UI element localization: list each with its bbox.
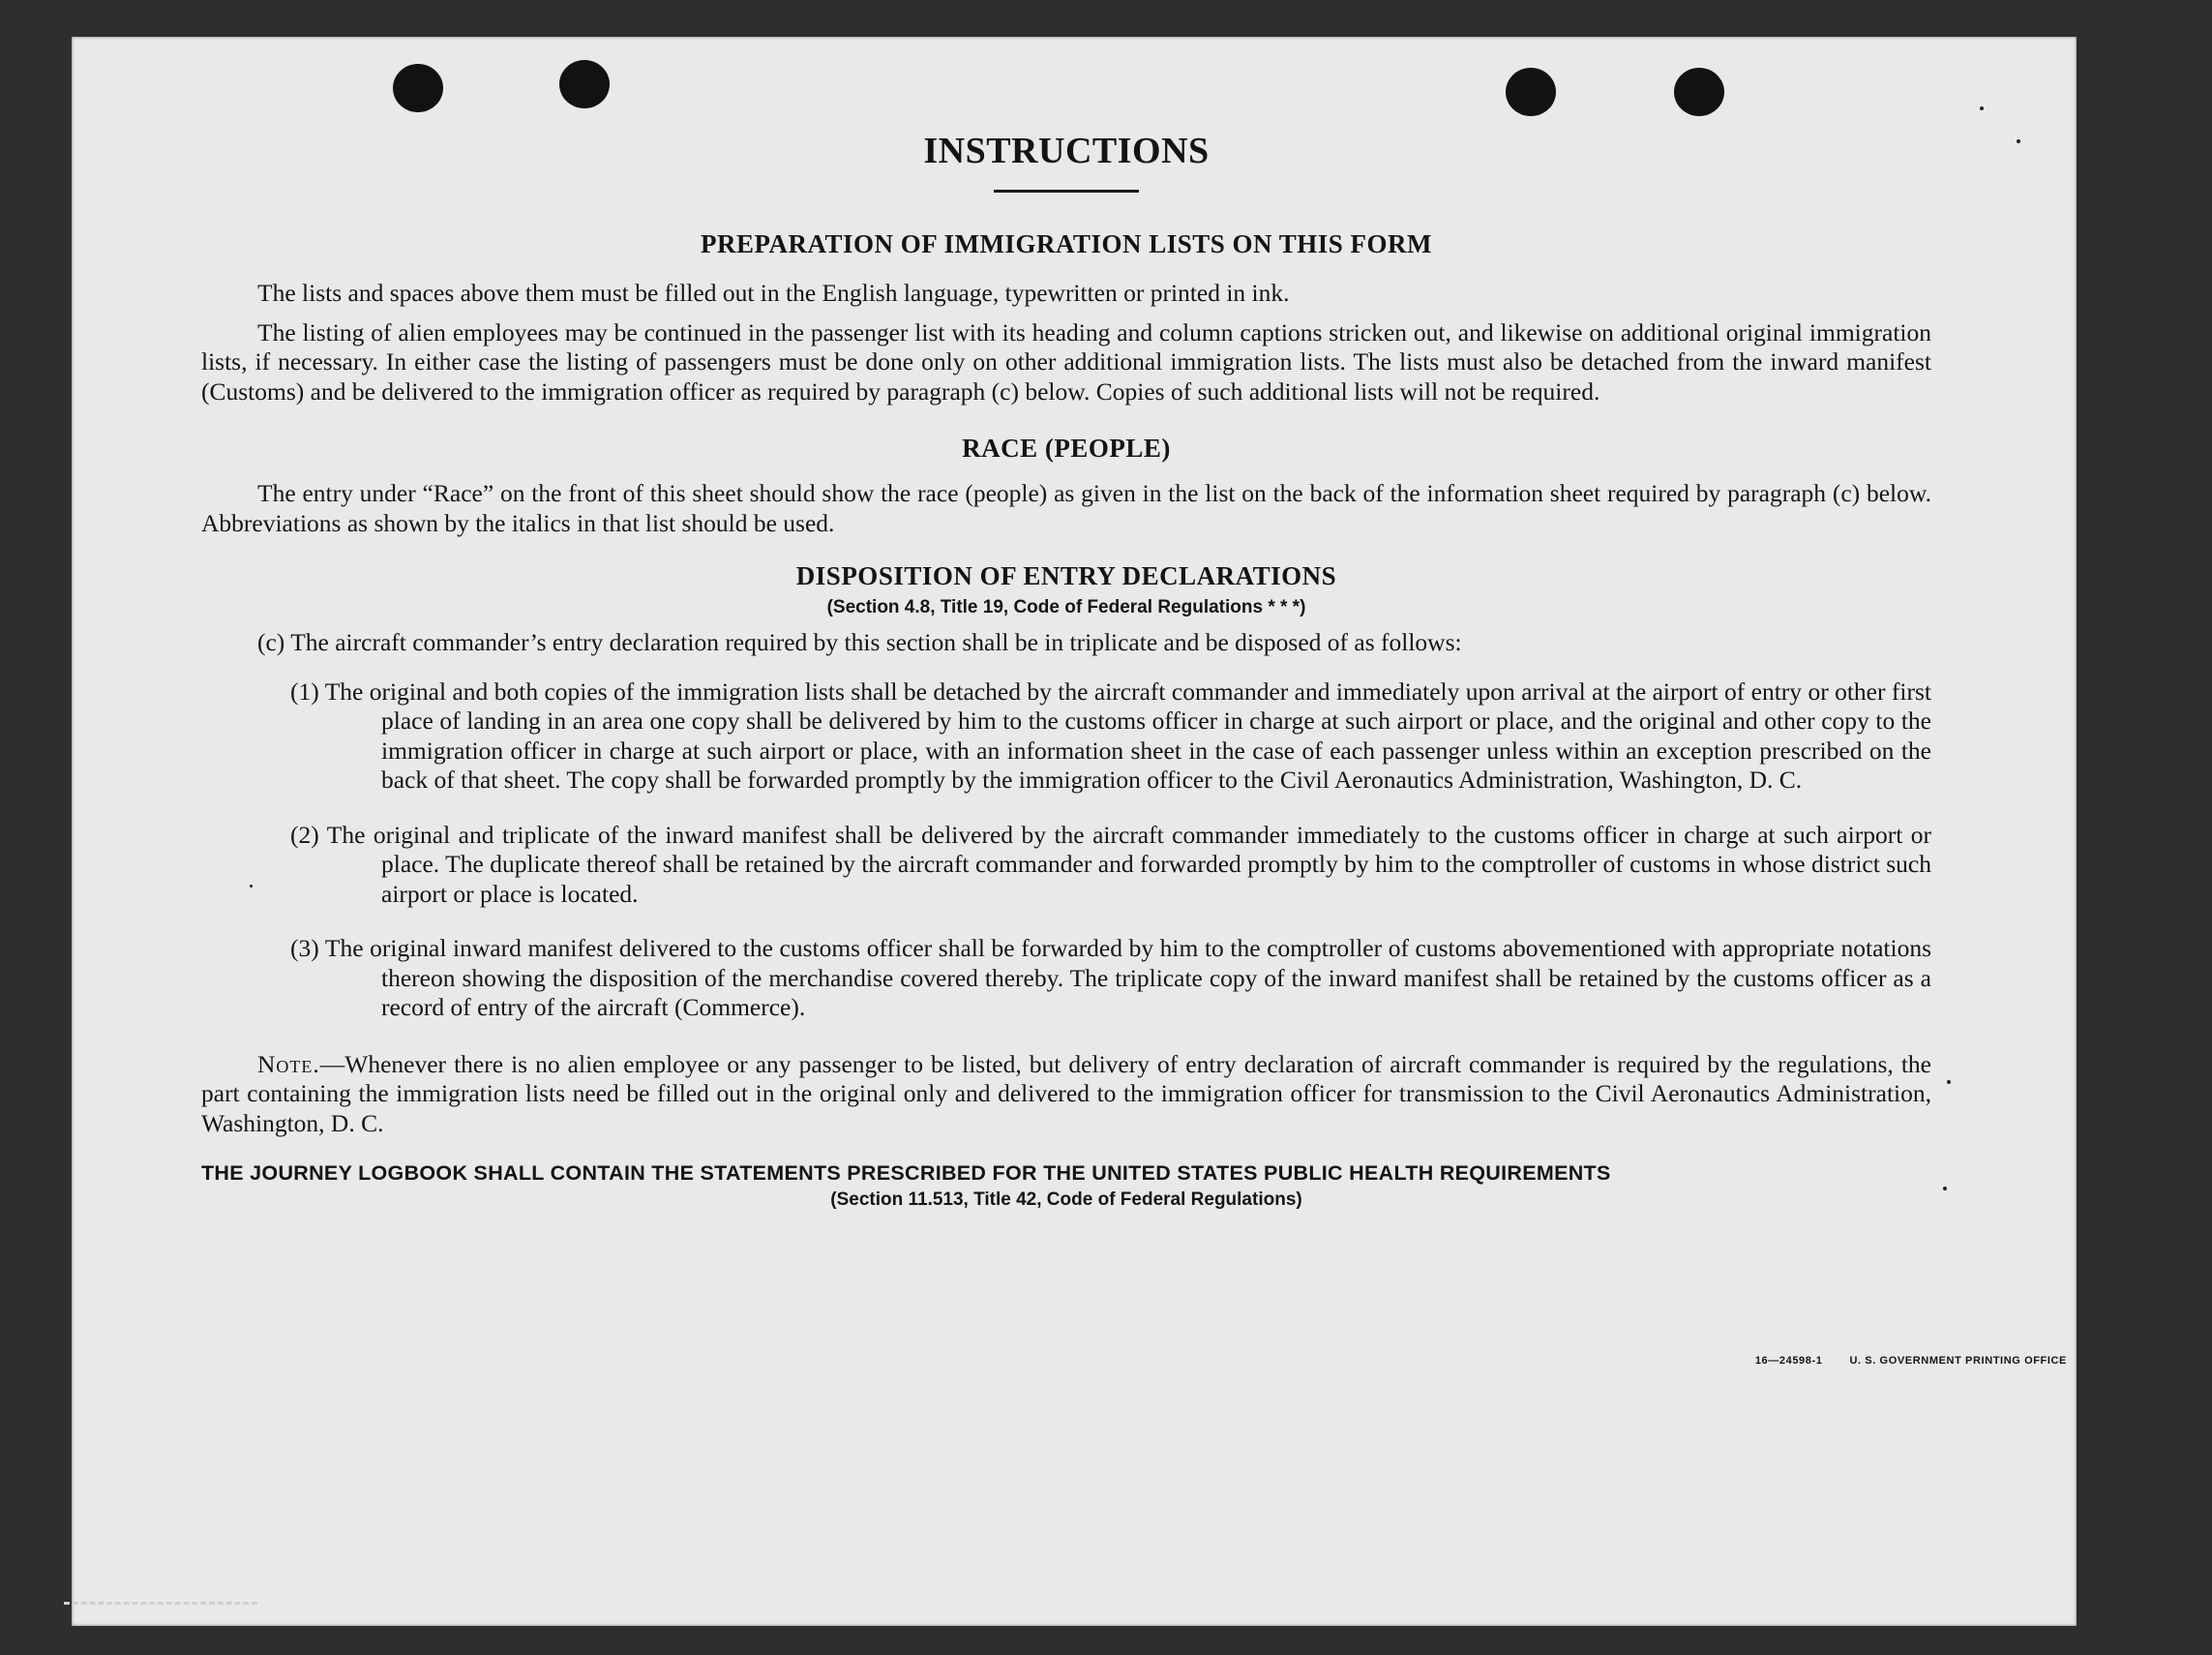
speck — [2017, 139, 2020, 143]
paragraph: The entry under “Race” on the front of this sheet should show the race (people) as given in the list on the back of the information sheet required by paragraph (c) below. Abbreviations as shown by the italics in that list should be used. — [201, 479, 1931, 537]
title-rule — [994, 190, 1139, 193]
form-number: 16—24598-1 — [1754, 1355, 1823, 1367]
printer-imprint — [1755, 1355, 2067, 1367]
list-item: (3) The original inward manifest delivered to the customs officer shall be forwarded by him to the comptroller of customs abovementioned with appropriate notations thereon showing the disposition of the merchandise covered thereby. The triplicate copy of the inward manifest shall be retained by the customs officer as a record of entry of the aircraft (Commerce). — [290, 934, 1931, 1021]
instructions-content — [201, 85, 1931, 1211]
scan-edge — [64, 1602, 257, 1612]
note-label: Note. — [257, 1049, 320, 1078]
speck — [1943, 1187, 1947, 1190]
note-text: —Whenever there is no alien employee or any passenger to be listed, but delivery of entry declaration of aircraft commander is required by the regulations, the part containing the immigration lists need be filled out in the original only and delivered to the immigration officer for transmission to the Civil Aeronautics Administration, Washington, D. C. — [201, 1049, 1931, 1137]
logbook-citation: (Section 11.513, Title 42, Code of Federal Regulations) — [830, 1189, 1302, 1210]
section-preparation — [201, 229, 1931, 406]
logbook-statement: THE JOURNEY LOGBOOK SHALL CONTAIN THE STATEMENTS PRESCRIBED FOR THE UNITED STATES PUBLIC HEALTH REQUIREMENTS — [201, 1161, 1611, 1185]
section-heading: RACE (PEOPLE) — [962, 434, 1171, 463]
list-item: (1) The original and both copies of the immigration lists shall be detached by the aircraft commander and immediately upon arrival at the airport of entry or other first place of landing in an area one copy shall be delivered by him to the customs officer in charge at such airport or place, and the original and other copy to the immigration officer in charge at such airport or place, with an information sheet in the case of each passenger unless within an exception prescribed on the back of that sheet. The copy shall be forwarded promptly by the immigration officer to the Civil Aeronautics Administration, Washington, D. C. — [290, 677, 1931, 794]
section-citation: (Section 4.8, Title 19, Code of Federal Regulations * * *) — [826, 597, 1306, 617]
section-heading: PREPARATION OF IMMIGRATION LISTS ON THIS FORM — [700, 229, 1433, 258]
paragraph: The listing of alien employees may be continued in the passenger list with its heading and column captions stricken out, and likewise on additional original immigration lists, if necessary. In either case the listing of passengers must be done only on other additional immigration lists. The lists must also be detached from the inward manifest (Customs) and be delivered to the immigration officer as required by paragraph (c) below. Copies of such additional lists will not be required. — [201, 317, 1931, 406]
paragraph-c: (c) The aircraft commander’s entry declaration required by this section shall be in triplicate and be disposed of as follows: — [257, 628, 1462, 656]
list-item: (2) The original and triplicate of the inward manifest shall be delivered by the aircraft commander immediately to the customs officer in charge at such airport or place. The duplicate thereof shall be retained by the aircraft commander and forwarded promptly by him to the comptroller of customs in whose district such airport or place is located. — [290, 820, 1931, 908]
speck — [1980, 106, 1984, 110]
note-paragraph — [201, 1050, 1931, 1139]
section-disposition — [201, 561, 1931, 1023]
paragraph: The lists and spaces above them must be filled out in the English language, typewritten or printed in ink. — [257, 279, 1290, 307]
speck — [1947, 1080, 1951, 1084]
page-title: INSTRUCTIONS — [923, 131, 1210, 171]
section-race — [201, 434, 1931, 538]
printer-name: U. S. GOVERNMENT PRINTING OFFICE — [1849, 1355, 2067, 1367]
section-heading: DISPOSITION OF ENTRY DECLARATIONS — [795, 561, 1337, 590]
